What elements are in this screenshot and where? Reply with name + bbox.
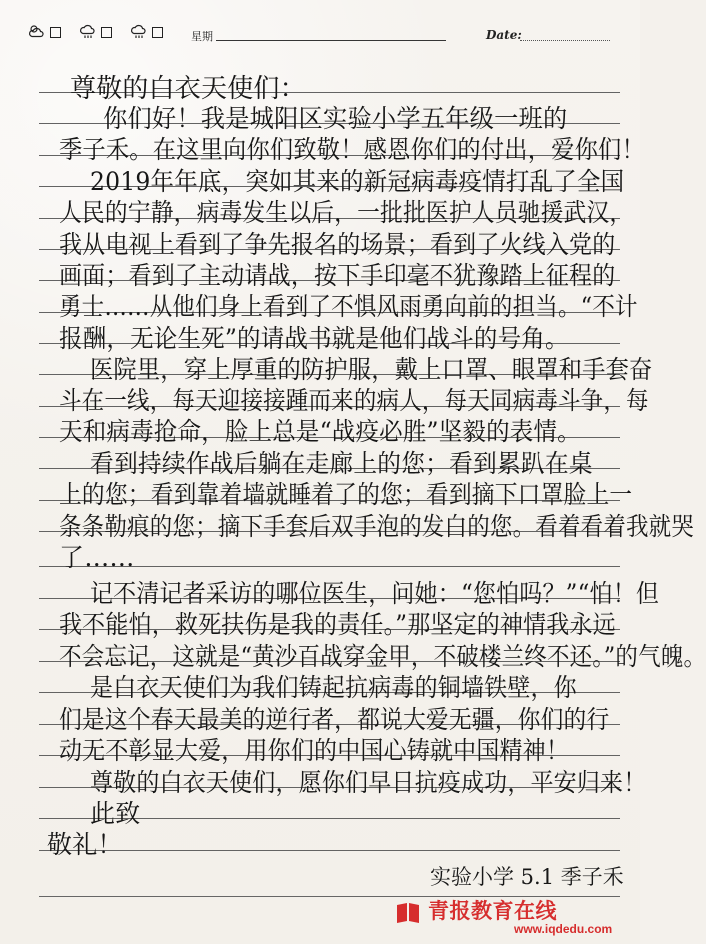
letter-line: 不会忘记，这就是“黄沙百战穿金甲，不破楼兰终不还。”的气魄。	[59, 642, 706, 671]
letter-line: 我不能怕，救死扶伤是我的责任。”那坚定的神情我永远	[59, 610, 616, 639]
letter-line: 2019年年底，突如其来的新冠病毒疫情打乱了全国	[90, 167, 625, 196]
weather-option-rain-1	[79, 23, 112, 41]
letter-line: 记不清记者采访的哪位医生，问她：“您怕吗？”“怕！但	[90, 579, 660, 608]
letter-line: 是白衣天使们为我们铸起抗病毒的铜墙铁壁，你	[90, 673, 577, 702]
weather-checkbox-3	[152, 27, 163, 38]
page-header	[0, 0, 640, 54]
letter-line: 人民的宁静，病毒发生以后，一批批医护人员驰援武汉，	[59, 198, 633, 227]
cloud-sun-icon	[28, 23, 46, 41]
weather-option-sunny	[28, 23, 61, 41]
letter-line: 画面；看到了主动请战，按下手印毫不犹豫踏上征程的	[59, 261, 616, 290]
letter-line: 报酬，无论生死”的请战书就是他们战斗的号角。	[59, 324, 569, 353]
date-label: Date:	[486, 28, 522, 42]
letter-line: 看到持续作战后躺在走廊上的您；看到累趴在桌	[90, 449, 593, 478]
watermark-brand: 青报教育在线	[428, 899, 557, 923]
date-line	[520, 40, 610, 41]
book-icon	[392, 897, 424, 929]
weekday-line	[216, 40, 446, 41]
weather-option-rain-2	[130, 23, 163, 41]
letter-line: 天和病毒抢命，脸上总是“战疫必胜”坚毅的表情。	[59, 417, 581, 446]
letter-line: 你们好！我是城阳区实验小学五年级一班的	[103, 104, 568, 133]
letter-line: 尊敬的白衣天使们，愿你们早日抗疫成功，平安归来！	[90, 768, 647, 797]
letter-line: 上的您；看到靠着墙就睡着了的您；看到摘下口罩脸上一	[59, 480, 633, 509]
letter-greeting: 尊敬的白衣天使们：	[70, 74, 306, 104]
weekday-label: 星期	[191, 30, 213, 43]
letter-line: 季子禾。在这里向你们致敬！感恩你们的付出，爱你们！	[59, 135, 645, 164]
letter-line: 们是这个春天最美的逆行者，都说大爱无疆，你们的行	[59, 705, 610, 734]
letter-line: 此致	[90, 799, 141, 828]
letter-line: 斗在一线，每天迎接接踵而来的病人，每天同病毒斗争，每	[59, 386, 649, 415]
letter-line: 敬礼！	[47, 830, 123, 859]
letter-line: 条条勒痕的您；摘下手套后双手泡的发白的您。看着看着我就哭	[59, 512, 695, 541]
cloud-rain-icon	[79, 23, 97, 41]
letter-line: 勇士……从他们身上看到了不惧风雨勇向前的担当。“不计	[59, 292, 638, 321]
letter-line: 了……	[59, 543, 135, 572]
letter-line: 我从电视上看到了争先报名的场景；看到了火线入党的	[59, 230, 616, 259]
letter-line: 动无不彰显大爱，用你们的中国心铸就中国精神！	[59, 736, 570, 765]
weather-checkbox-2	[101, 27, 112, 38]
ruled-line	[39, 850, 620, 851]
watermark-site: www.iqdedu.com	[514, 922, 613, 936]
weather-selector	[28, 23, 163, 41]
signature: 实验小学 5.1 季子禾	[430, 865, 624, 889]
cloud-rain-icon	[130, 23, 148, 41]
weather-checkbox-1	[50, 27, 61, 38]
watermark	[392, 889, 630, 939]
letter-line: 医院里，穿上厚重的防护服，戴上口罩、眼罩和手套奋	[90, 355, 653, 384]
